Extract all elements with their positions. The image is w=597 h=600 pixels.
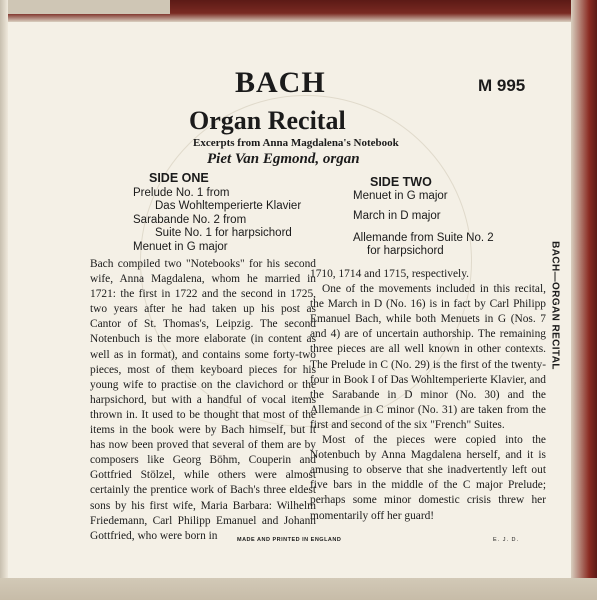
side-one-heading: SIDE ONE	[149, 171, 209, 185]
album-subtitle: Organ Recital	[189, 106, 346, 135]
sleeve-bottom-edge	[0, 578, 597, 600]
performer-line: Piet Van Egmond, organ	[207, 151, 360, 167]
side-one-track-sub: Das Wohltemperierte Klavier	[155, 200, 302, 212]
sleeve-right-edge	[571, 0, 597, 600]
side-one-track: Menuet in G major	[133, 241, 228, 253]
side-two-track: Allemande from Suite No. 2	[353, 232, 494, 244]
printed-in-england: MADE AND PRINTED IN ENGLAND	[237, 537, 342, 543]
liner-notes-paragraph: One of the movements included in this recital, the March in D (No. 16) is in fact by Carl Philipp Emanuel Bach, while both Menuets in G (Nos. 7 and 4) are of uncertain authorship. The remaining three pieces are all well known in other contexts. The Prelude in C (No. 29) is the first of the twenty-four in Book I of Das Wohltemperierte Klavier, and the Sarabande in D minor (No. 30) and the Allemande in C minor (No. 31) are taken from the first and second of the six "French" Suites.	[310, 283, 546, 431]
side-two-heading: SIDE TWO	[370, 175, 432, 189]
side-two-track: Menuet in G major	[353, 190, 448, 202]
side-one-track: Prelude No. 1 from	[133, 187, 230, 199]
liner-notes-right-column	[310, 267, 546, 524]
spine-title: BACH—ORGAN RECITAL	[549, 241, 561, 370]
album-title: BACH	[235, 66, 326, 99]
sleeve-top-tab	[0, 0, 170, 14]
excerpts-line: Excerpts from Anna Magdalena's Notebook	[193, 137, 399, 149]
side-one-track-sub: Suite No. 1 for harpsichord	[155, 227, 292, 239]
sleeve-left-edge	[0, 0, 8, 600]
liner-notes-paragraph: 1710, 1714 and 1715, respectively.	[310, 268, 470, 280]
side-one-track: Sarabande No. 2 from	[133, 214, 247, 226]
designer-initials: E. J. D.	[493, 537, 520, 543]
catalog-number: M 995	[478, 76, 526, 95]
side-two-track-sub: for harpsichord	[367, 245, 444, 257]
liner-notes-left-column	[90, 257, 316, 544]
side-two-track: March in D major	[353, 210, 441, 222]
liner-notes-paragraph: Bach compiled two "Notebooks" for his second wife, Anna Magdalena, whom he married in 1721: the first in 1722 and the second in 1725, two years after he had taken up his post as Cantor of St. Thomas's, Leipzig. The second Notenbuch is the more elaborate (in content as well as in format), and contains some forty-two pieces, most of them keyboard pieces for his young wife to practise on the clavichord or the harpsichord, but with a handful of vocal items thrown in. It used to be thought that most of the items in the book were by Bach himself, but it has now been proved that several of them are by composers like Georg Böhm, Couperin and Gottfried Stölzel, while others were almost certainly the prentice work of Bach's three eldest sons by his first wife, Maria Barbara: Wilhelm Friedemann, Carl Philipp Emanuel and Johann Gottfried, who were born in	[90, 258, 316, 542]
liner-notes-paragraph: Most of the pieces were copied into the Notenbuch by Anna Magdalena herself, and it is amusing to observe that she inadvertently left out five bars in the middle of the C major Prelude; perhaps some minor domestic crisis threw her momentarily off her guard!	[310, 434, 546, 522]
